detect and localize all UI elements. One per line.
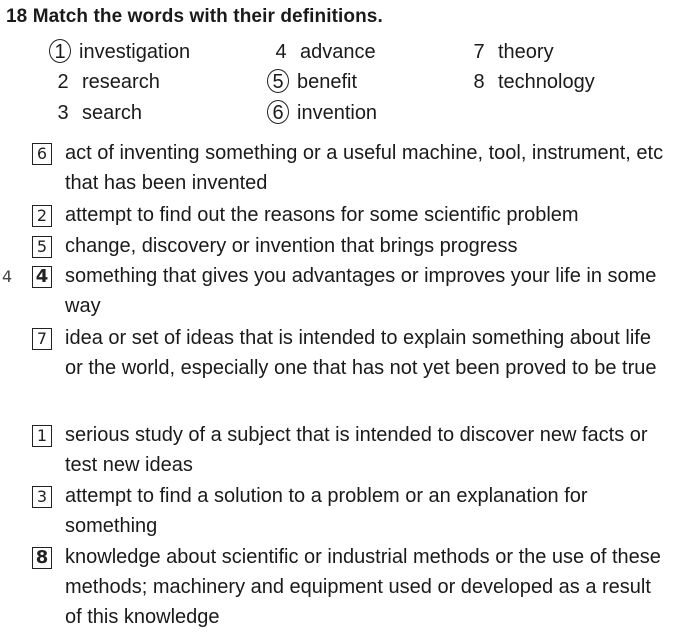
word-item [52,39,190,65]
answer-box[interactable]: 4 [32,266,52,288]
definition-text: change, discovery or invention that brings progress [65,235,518,257]
word-label: technology [498,71,595,93]
definition-text: idea or set of ideas that is intended to explain something about life or the world, especially one that has not yet been proved to be true [65,327,657,379]
word-label: search [82,102,143,124]
answer-box[interactable]: 6 [32,143,52,165]
definition-text: attempt to find out the reasons for some scientific problem [65,204,579,226]
answer-box[interactable]: 7 [32,328,52,350]
definition-text: knowledge about scientific or industrial methods or the use of these methods; machinery and equipment used or developed as a result of this knowledge [65,546,661,628]
definition-text: something that gives you advantages or improves your life in some way [65,265,657,317]
word-number-circled: 1 [49,39,71,63]
word-number: 3 [57,102,69,124]
word-label: benefit [297,71,358,93]
word-label: research [82,71,160,93]
word-item [52,100,142,126]
answer-box[interactable]: 5 [32,236,52,258]
word-item [270,100,377,126]
answer-box[interactable]: 8 [32,547,52,569]
word-number-circled: 5 [267,69,289,93]
word-item [52,69,160,95]
definition-text: act of inventing something or a useful machine, tool, instrument, etc that has been invented [65,142,664,194]
definition-text: attempt to find a solution to a problem or an explanation for something [65,485,588,537]
answer-box[interactable]: 1 [32,425,52,447]
word-number: 2 [57,71,69,93]
word-number: 8 [473,71,485,93]
word-item [468,39,554,65]
word-item [270,69,357,95]
margin-note: 4 [2,267,13,286]
word-number: 7 [473,41,485,63]
answer-box[interactable]: 2 [32,205,52,227]
answer-box[interactable]: 3 [32,486,52,508]
word-item [270,39,376,65]
word-number: 4 [275,41,287,63]
word-label: advance [300,41,376,63]
word-label: investigation [79,41,191,63]
word-label: theory [498,41,554,63]
word-label: invention [297,102,378,124]
exercise-title: 18 Match the words with their definitions. [6,6,383,27]
word-item [468,69,595,95]
word-number-circled: 6 [267,100,289,124]
definition-text: serious study of a subject that is intended to discover new facts or test new ideas [65,424,648,476]
